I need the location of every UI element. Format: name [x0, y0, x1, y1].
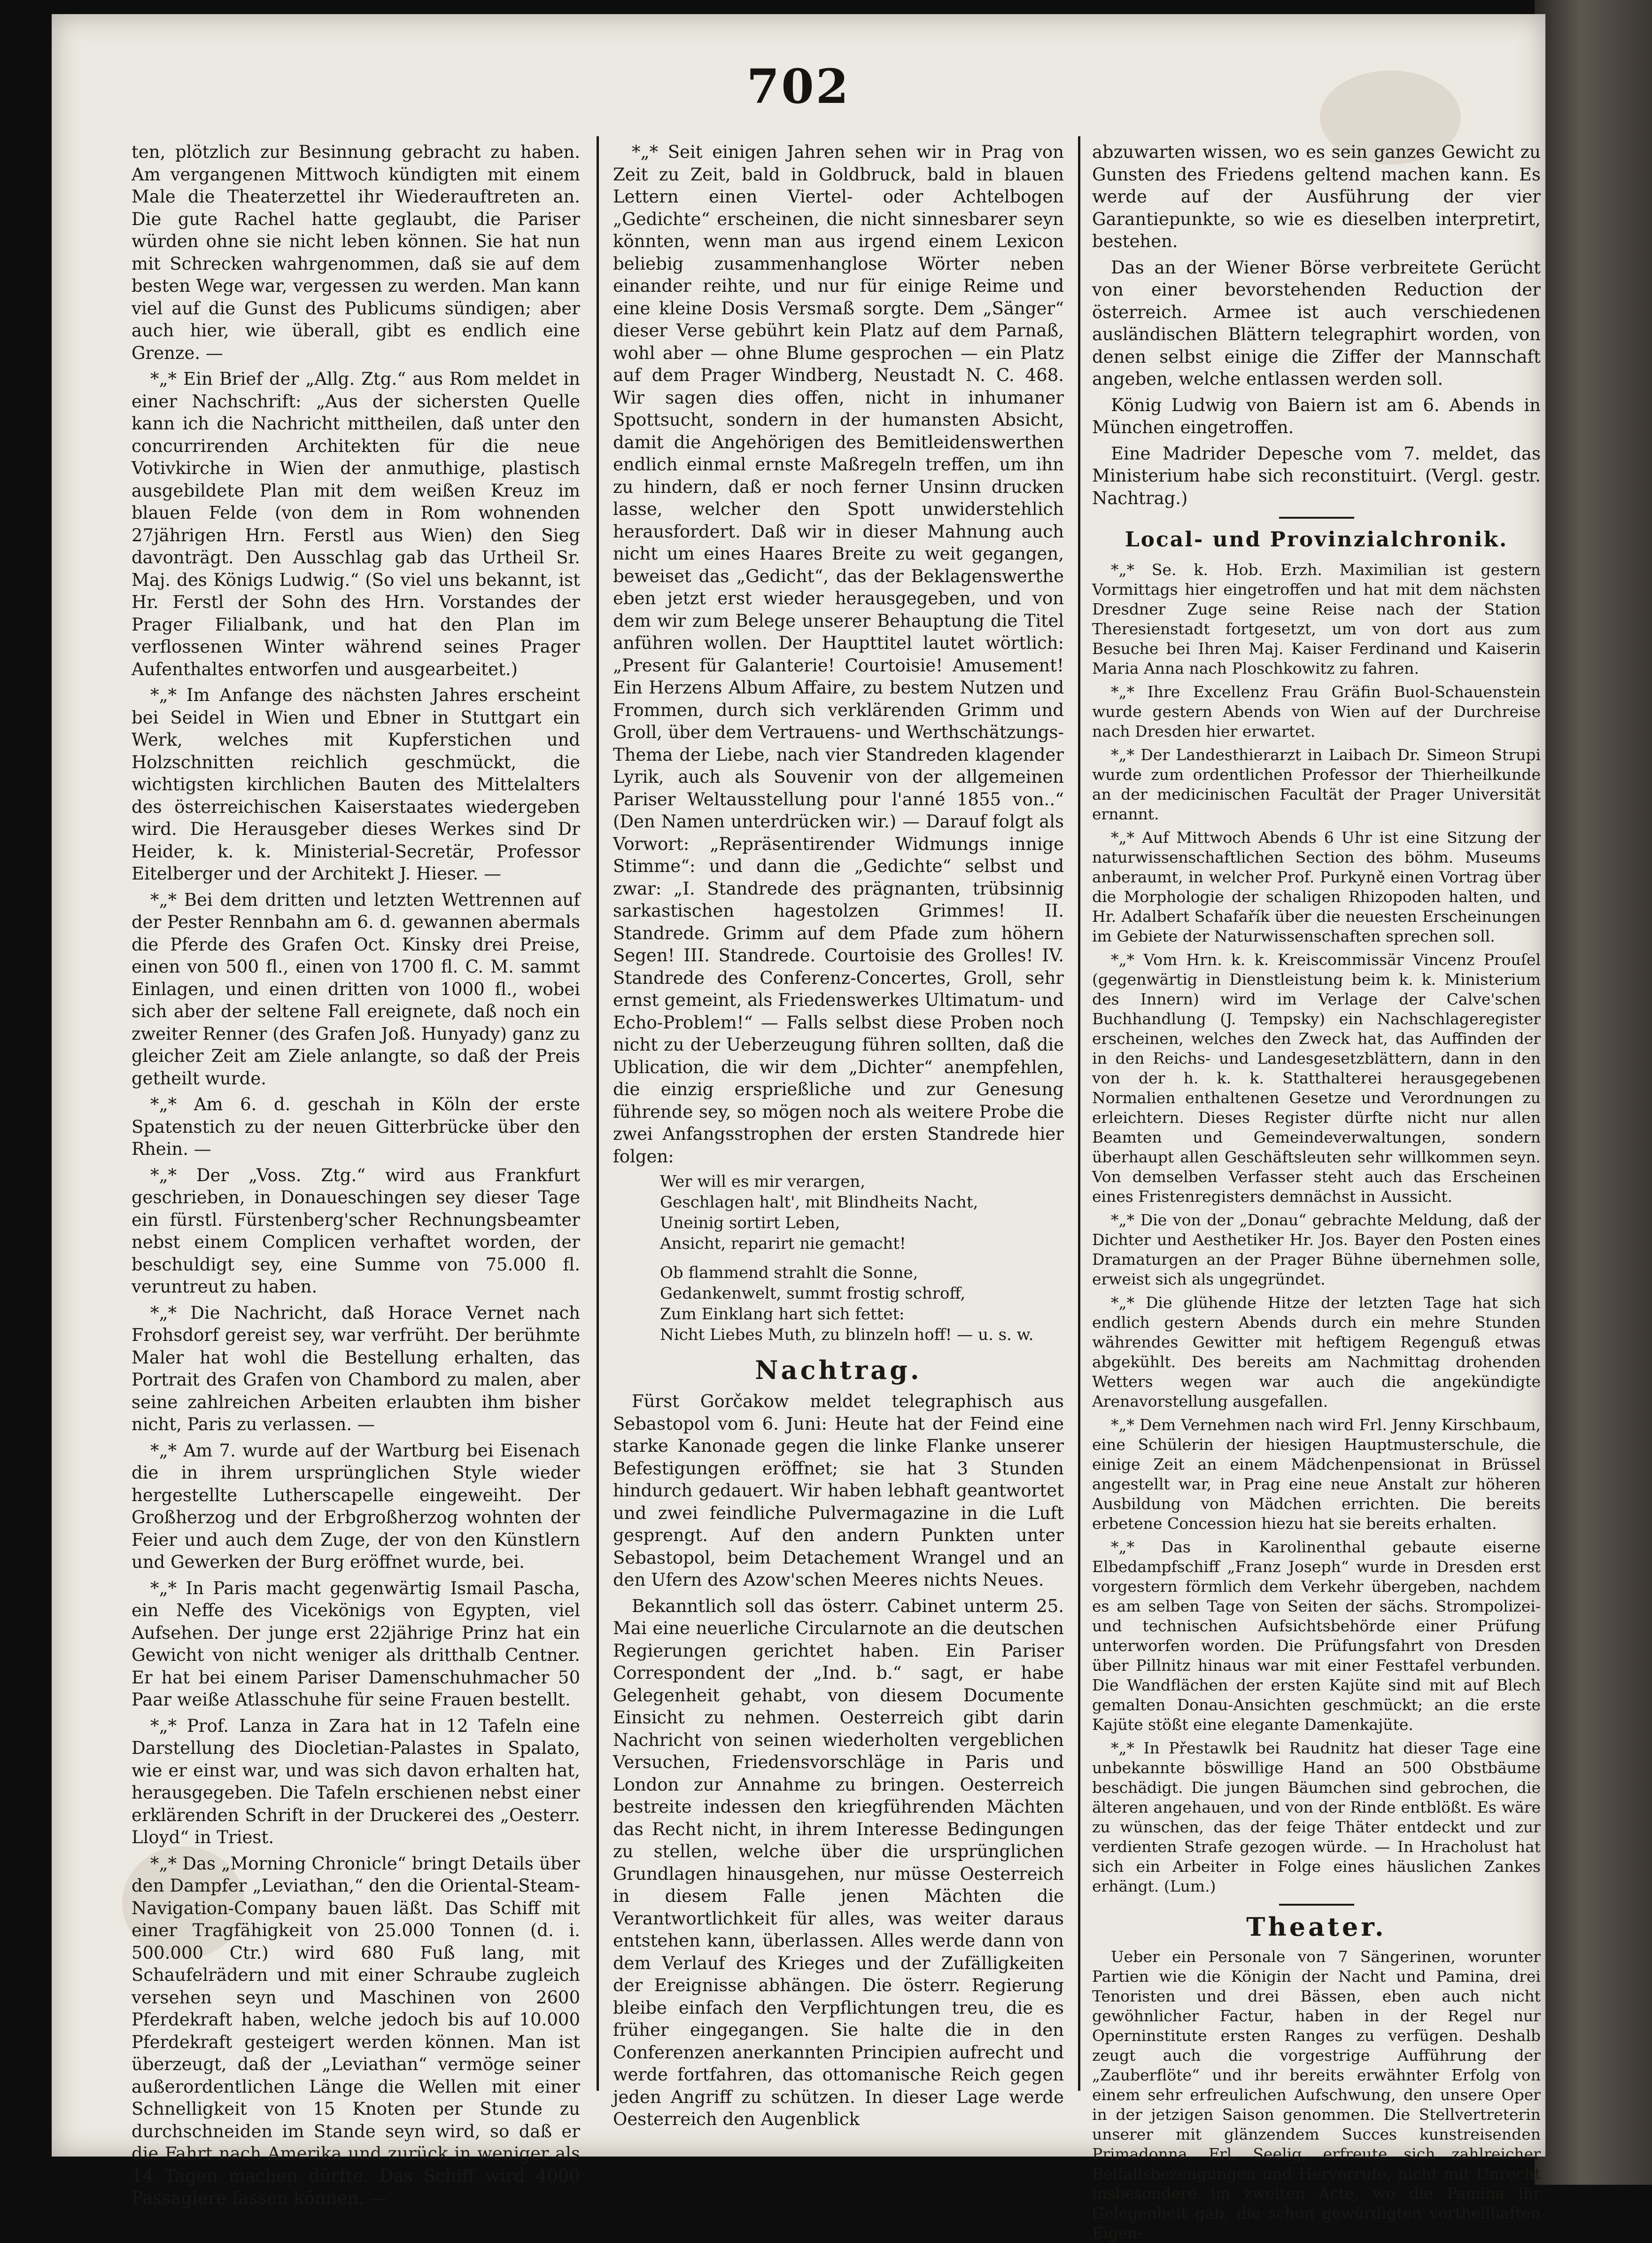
news-item: *„* Vom Hrn. k. k. Kreiscommissär Vincenz Prouſel (gegenwärtig in Dienstleistung beim k. k. Ministerium des Innern) wird im Verlage der Calve'schen Buchhandlung (J. Tempsky) ein Nachschlageregister erscheinen, welches den Zweck hat, das Auffinden der in den Reichs- und Landesgesetzblättern, dann in den von der h. k. k. Statthalterei herausgegebenen Normalien enthaltenen Gesetze und Verordnungen zu erleichtern. Dieses Register dürfte nicht nur allen Beamten und Gemeindeverwaltungen, sondern überhaupt allen Geschäftsleuten sehr willkommen seyn. Von demselben Verfasser steht auch das Erscheinen eines Fristenregisters demnächst in Aussicht. [1092, 950, 1541, 1206]
news-item: *„* Auf Mittwoch Abends 6 Uhr ist eine Sitzung der naturwissenschaftlichen Section des böhm. Museums anberaumt, in welcher Prof. Purkyně einen Vortrag über die Morphologie der schaligen Rhizopoden halten, und Hr. Adalbert Schafařík über die neuesten Erscheinungen im Gebiete der Naturwissenschaften sprechen soll. [1092, 828, 1541, 945]
news-item: *„* Der Landesthierarzt in Laibach Dr. Simeon Strupi wurde zum ordentlichen Professor der Thierheilkunde an der medicinischen Facultät der Prager Universität ernannt. [1092, 746, 1541, 823]
article-paragraph: *„* Im Anfange des nächsten Jahres erscheint bei Seidel in Wien und Ebner in Stuttgart ein Werk, welches mit Kupferstichen und Holzschnitten reichlich geschmückt, die wichtigsten kirchlichen Bauten des Mittelalters des österreichischen Kaiserstaates wiedergeben wird. Die Herausgeber dieses Werkes sind Dr Heider, k. k. Ministerial-Secretär, Professor Eitelberger und der Architekt J. Hieser. — [132, 685, 580, 884]
section-heading-theater: Theater. [1246, 1912, 1387, 1942]
news-item: *„* Dem Vernehmen nach wird Frl. Jenny Kirschbaum, eine Schülerin der hiesigen Hauptmusterschule, die einige Zeit an einem Mädchenpensionat in Brüssel angestellt war, in Prag eine neue Anstalt zur höheren Ausbildung von Mädchen errichten. Die bereits erbetene Concession hiezu hat sie bereits erhalten. [1092, 1416, 1541, 1533]
article-paragraph: *„* Am 7. wurde auf der Wartburg bei Eisenach die in ihrem ursprünglichen Style wieder hergestellte Lutherscapelle eingeweiht. Der Großherzog und der Erbgroßherzog wohnten der Feier und auch dem Zuge, der von den Künstlern und Gewerken der Burg eröffnet wurde, bei. [132, 1440, 580, 1572]
poem-line: Ob flammend strahlt die Sonne, [660, 1263, 918, 1282]
poem-line: Wer will es mir verargen, [660, 1172, 866, 1191]
poem-stanza [660, 1171, 1064, 1254]
poem-line: Gedankenwelt, summt frostig schroff, [660, 1284, 966, 1303]
article-paragraph: *„* Ein Brief der „Allg. Ztg.“ aus Rom meldet in einer Nachschrift: „Aus der sichersten Quelle kann ich die Nachricht mittheilen, daß unter den concurrirenden Architekten für die neue Votivkirche in Wien der anmuthige, plastisch ausgebildete Plan mit dem weißen Kreuz im blauen Felde (von dem in Rom wohnenden 27jährigen Hrn. Ferstl aus Wien) den Sieg davonträgt. Den Ausschlag gab das Urtheil Sr. Maj. des Königs Ludwig.“ (So viel uns bekannt, ist Hr. Ferstl der Sohn des Hrn. Vorstandes der Prager Filialbank, und hat den Plan im verflossenen Winter während seines Prager Aufenthaltes entworfen und ausgearbeitet.) [132, 369, 580, 679]
article-paragraph: *„* Das „Morning Chronicle“ bringt Details über den Dampfer „Leviathan,“ den die Oriental-Steam-Navigation-Company bauen läßt. Das Schiff mit einer Tragfähigkeit von 25.000 Tonnen (d. i. 500.000 Ctr.) wird 680 Fuß lang, mit Schaufelrädern und mit einer Schraube zugleich versehen seyn und Maschinen von 2600 Pferdekraft haben, welche jedoch bis auf 10.000 Pferdekraft gesteigert werden können. Man ist überzeugt, daß der „Leviathan“ vermöge seiner außerordentlichen Länge die Wellen mit einer Schnelligkeit von 15 Knoten per Stunde zu durchschneiden im Stande seyn wird, so daß er die Fahrt nach Amerika und zurück in weniger als 14 Tagen machen dürfte. Das Schiff wird 4000 Passagiere fassen können. — [132, 1853, 580, 2208]
poem-line: Uneinig sortirt Leben, [660, 1214, 840, 1232]
news-item: *„* Se. k. Hob. Erzh. Maximilian ist gestern Vormittags hier eingetroffen und hat mit dem nächsten Dresdner Zuge seine Reise nach der Station Theresienstadt fortgesetzt, um von dort aus zum Besuche bei Ihren Maj. Kaiser Ferdinand und Kaiserin Maria Anna nach Ploschkowitz zu fahren. [1092, 561, 1541, 678]
column-rule [1078, 136, 1080, 2091]
poem-stanza [660, 1262, 1064, 1345]
article-paragraph: *„* Am 6. d. geschah in Köln der erste Spatenstich zu der neuen Gitterbrücke über den Rhein. — [132, 1094, 580, 1159]
column-left [132, 141, 580, 2208]
poem-quote [660, 1171, 1064, 1345]
article-paragraph: ten, plötzlich zur Besinnung gebracht zu haben. Am vergangenen Mittwoch kündigten mit einem Male die Theaterzettel ihr Wiederauftreten an. Die gute Rachel hatte geglaubt, die Pariser würden ohne sie nicht leben können. Sie hat nun mit Schrecken wahrgenommen, daß sie auf dem besten Wege war, vergessen zu werden. Man kann viel auf die Gunst des Publicums sündigen; aber auch hier, wie überall, gibt es endlich eine Grenze. — [132, 142, 580, 363]
scanner-edge [1535, 0, 1652, 2185]
poem-line: Nicht Liebes Muth, zu blinzeln hoff! — u. s. w. [660, 1325, 1034, 1344]
column-middle [613, 141, 1064, 2129]
article-paragraph: Bekanntlich soll das österr. Cabinet unterm 25. Mai eine neuerliche Circularnote an die deutschen Regierungen gerichtet haben. Ein Pariser Correspondent der „Ind. b.“ sagt, er habe Gelegenheit gehabt, von diesem Documente Einsicht zu nehmen. Oesterreich gibt darin Nachricht von seinen wiederholten vergeblichen Versuchen, Friedensvorschläge in Paris und London zur Annahme zu bringen. Oesterreich bestreite indessen den kriegführenden Mächten das Recht nicht, in ihrem Interesse Bedingungen zu stellen, welche über die ursprünglichen Grundlagen hinausgehen, nur müsse Oesterreich in diesem Falle jenen Mächten die Verantwortlichkeit für alles, was weiter daraus entstehen kann, überlassen. Alles werde dann von dem Verlauf des Krieges und der Zufälligkeiten der Ereignisse abhängen. Die österr. Regierung bleibe einfach den Verpflichtungen treu, die es früher eingegangen. Sie halte die in den Conferenzen anerkannten Principien aufrecht und werde fortfahren, das ottomanische Reich gegen jeden Angriff zu schützen. In dieser Lage werde Oesterreich den Augenblick [613, 1596, 1064, 2129]
article-paragraph: abzuwarten wissen, wo es sein ganzes Gewicht zu Gunsten des Friedens geltend machen kann. Es werde auf der Ausführung der vier Garantiepunkte, so wie es dieselben interpretirt, bestehen. [1092, 142, 1541, 251]
news-item: *„* Die glühende Hitze der letzten Tage hat sich endlich gestern Abends durch ein mehre Stunden währendes Gewitter mit heftigem Regenguß etwas abgekühlt. Des bereits am Nachmittag drohenden Wetters wegen war auch die angekündigte Arenavorstellung ausgefallen. [1092, 1293, 1541, 1410]
local-news-block [1092, 560, 1541, 1896]
article-paragraph: Fürst Gorčakow meldet telegraphisch aus Sebastopol vom 6. Juni: Heute hat der Feind eine starke Kanonade gegen die linke Flanke unserer Befestigungen eröffnet; sie hat 3 Stunden hindurch gedauert. Wir haben lebhaft geantwortet und zwei feindliche Pulvermagazine in die Luft gesprengt. Auf den andern Punkten unter Sebastopol, beim Detachement Wrangel und an den Ufern des Azow'schen Meeres nichts Neues. [613, 1391, 1064, 1590]
theater-paragraph: Ueber ein Personale von 7 Sängerinen, worunter Partien wie die Königin der Nacht und Pamina, drei Tenoristen und drei Bässen, eben auch nicht gewöhnlicher Factur, haben in der Regel nur Operninstitute ersten Ranges zu verfügen. Deshalb zeugt auch die vorgestrige Aufführung der „Zauberflöte“ und ihr bereits erwähnter Erfolg von einem sehr erfreulichen Aufschwung, den unsere Oper in der jetzigen Saison genommen. Die Stellvertreterin unserer mit glänzendem Succes kunstreisenden Primadonna, Frl. Seelig, erfreute sich zahlreicher Beifallsbezeugungen und Hervorrufe, nicht mit Unrecht insbesondere im zweiten Acte, wo die Pamina ihr Gelegenheit gab, die schon gewürdigten vortheilhaften Eigen- [1092, 1947, 1541, 2242]
article-paragraph: *„* Die Nachricht, daß Horace Vernet nach Frohsdorf gereist sey, war verfrüht. Der berühmte Maler hat wohl die Bestellung erhalten, das Portrait des Grafen von Chambord zu malen, aber seine zahlreichen Arbeiten erlaubten ihm bisher nicht, Paris zu verlassen. — [132, 1302, 580, 1434]
poem-line: Zum Einklang hart sich fettet: [660, 1305, 905, 1324]
article-paragraph: *„* Seit einigen Jahren sehen wir in Prag von Zeit zu Zeit, bald in Goldbruck, bald in blauen Lettern einen Viertel- oder Achtelbogen „Gedichte“ erscheinen, die nicht sinnesbarer seyn könnten, wenn man aus irgend einem Lexicon beliebig zusammenhanglose Wörter neben einander reihte, und nur für einige Reime und eine kleine Dosis Versmaß sorgte. Dem „Sänger“ dieser Verse gebührt kein Platz auf dem Parnaß, wohl aber — ohne Blume gesprochen — ein Platz auf dem Prager Windberg, Neustadt N. C. 468. Wir sagen dies offen, nicht in inhumaner Spottsucht, sondern in der humansten Absicht, damit die Angehörigen des Bemitleidenswerthen endlich einmal ernste Maßregeln treffen, um ihn zu hindern, daß er noch ferner Unsinn drucken lasse, welcher den Spott unwiderstehlich herausfordert. Daß wir in dieser Mahnung auch nicht um eines Haares Breite zu weit gegangen, beweiset das „Gedicht“, das der Beklagenswerthe eben jetzt erst wieder herausgegeben, und von dem wir zum Belege unserer Behauptung die Titel anführen wollen. Der Haupttitel lautet wörtlich: „Present für Galanterie! Courtoisie! Amusement! Ein Herzens Album Affaire, zu bestem Nutzen und Frommen, durch sich verklärenden Grimm und Groll, über dem Vertrauens- und Werthschätzungs-Thema der Liebe, nach vier Standreden klagender Lyrik, auch als Souvenir von der allgemeinen Pariser Weltausstellung pour l'anné 1855 von..“ (Den Namen unterdrücken wir.) — Darauf folgt als Vorwort: „Repräsentirender Widmungs innige Stimme“: und dann die „Gedichte“ selbst und zwar: „I. Standrede des prägnanten, trübsinnig sarkastischen hagestolzen Grimmes! II. Standrede. Grimm auf dem Pfade zum höhern Segen! III. Standrede. Courtoisie des Grolles! IV. Standrede des Conferenz-Concertes, Groll, sehr ernst gemeint, als Friedenswerkes Ultimatum- und Echo-Problem!“ — Falls selbst diese Proben noch nicht zu der Ueberzeugung führen sollten, daß die Ublication, die wir dem „Dichter“ anempfehlen, die einzig ersprießliche und zur Genesung führende sey, so mögen noch als weitere Probe die zwei Anfangsstrophen der ersten Standrede hier folgen: [613, 142, 1064, 1167]
article-paragraph: Eine Madrider Depesche vom 7. meldet, das Ministerium habe sich reconstituirt. (Vergl. gestr. Nachtrag.) [1092, 443, 1541, 508]
section-divider [1279, 1904, 1354, 1906]
article-paragraph: *„* Prof. Lanza in Zara hat in 12 Tafeln eine Darstellung des Diocletian-Palastes in Spalato, wie er einst war, und was sich davon erhalten hat, herausgegeben. Die Tafeln erschienen nebst einer erklärenden Schrift in der Druckerei des „Oesterr. Lloyd“ in Triest. [132, 1715, 580, 1847]
news-item: *„* Das in Karolinenthal gebaute eiserne Elbedampfschiff „Franz Joseph“ wurde in Dresden erst vorgestern förmlich dem Verkehr übergeben, nachdem es am selben Tage von Seiten der sächs. Strompolizei- und technischen Aufsichtsbehörde einer Prüfung unterworfen worden. Die Prüfungsfahrt von Dresden über Pillnitz hinaus war mit einer Festtafel verbunden. Die Wandflächen der ersten Kajüte sind mit auf Blech gemalten Donau-Ansichten geschmückt; an die erste Kajüte stößt eine elegante Damenkajüte. [1092, 1538, 1541, 1734]
section-divider [1279, 517, 1354, 519]
article-paragraph: *„* In Paris macht gegenwärtig Ismail Pascha, ein Neffe des Vicekönigs von Egypten, viel Aufsehen. Der junge erst 22jährige Prinz hat ein Gewicht von nicht weniger als dritthalb Centner. Er hat bei einem Pariser Damenschuhmacher 50 Paar weiße Atlasschuhe für seine Frauen bestellt. [132, 1578, 580, 1710]
news-item: *„* In Přestawlk bei Raudnitz hat dieser Tage eine unbekannte böswillige Hand an 500 Obstbäume beschädigt. Die jungen Bäumchen sind gebrochen, die älteren angehauen, und von der Rinde entblößt. Es wäre zu wünschen, das der feige Thäter entdeckt und zur verdienten Strafe gezogen würde. — In Hracholust hat sich ein Arbeiter in Folge eines häuslichen Zankes erhängt. (Lum.) [1092, 1739, 1541, 1895]
news-item: *„* Ihre Excellenz Frau Gräfin Buol-Schauenstein wurde gestern Abends von Wien auf der Durchreise nach Dresden hier erwartet. [1092, 683, 1541, 740]
article-paragraph: *„* Bei dem dritten und letzten Wettrennen auf der Pester Rennbahn am 6. d. gewannen abermals die Pferde des Grafen Oct. Kinsky drei Preise, einen von 500 fl., einen von 1700 fl. C. M. sammt Einlagen, und einen dritten von 1000 fl., wobei sich aber der seltene Fall ereignete, daß noch ein zweiter Renner (des Grafen Joß. Hunyady) ganz zu gleicher Zeit am Ziele anlangte, so daß der Preis getheilt wurde. [132, 889, 580, 1089]
column-rule [597, 136, 599, 2091]
poem-line: Ansicht, reparirt nie gemacht! [660, 1234, 906, 1253]
section-heading-nachtrag: Nachtrag. [755, 1355, 922, 1385]
article-paragraph: *„* Der „Voss. Ztg.“ wird aus Frankfurt geschrieben, in Donaueschingen sey dieser Tage ein fürstl. Fürstenberg'scher Rechnungsbeamter nebst einem Complicen verhaftet worden, der beschuldigt sey, eine Summe von 75.000 fl. veruntreut zu haben. [132, 1165, 580, 1297]
theater-review-block [1092, 1947, 1541, 2243]
poem-line: Geschlagen halt', mit Blindheits Nacht, [660, 1193, 978, 1212]
newspaper-page [52, 14, 1545, 2242]
column-right [1092, 141, 1541, 2242]
article-paragraph: König Ludwig von Baiern ist am 6. Abends in München eingetroffen. [1092, 395, 1541, 437]
page-number: 702 [746, 59, 851, 114]
article-paragraph: Das an der Wiener Börse verbreitete Gerücht von einer bevorstehenden Reduction der österreich. Armee ist auch verschiedenen ausländischen Blättern telegraphirt worden, von denen selbst einige die Ziffer der Mannschaft angeben, welche entlassen werden soll. [1092, 257, 1541, 389]
section-heading-local: Local- und Provinzialchronik. [1125, 528, 1508, 552]
news-item: *„* Die von der „Donau“ gebrachte Meldung, daß der Dichter und Aesthetiker Hr. Jos. Bayer den Posten eines Dramaturgen an der Prager Bühne übernehmen solle, erweist sich als ungegründet. [1092, 1211, 1541, 1288]
